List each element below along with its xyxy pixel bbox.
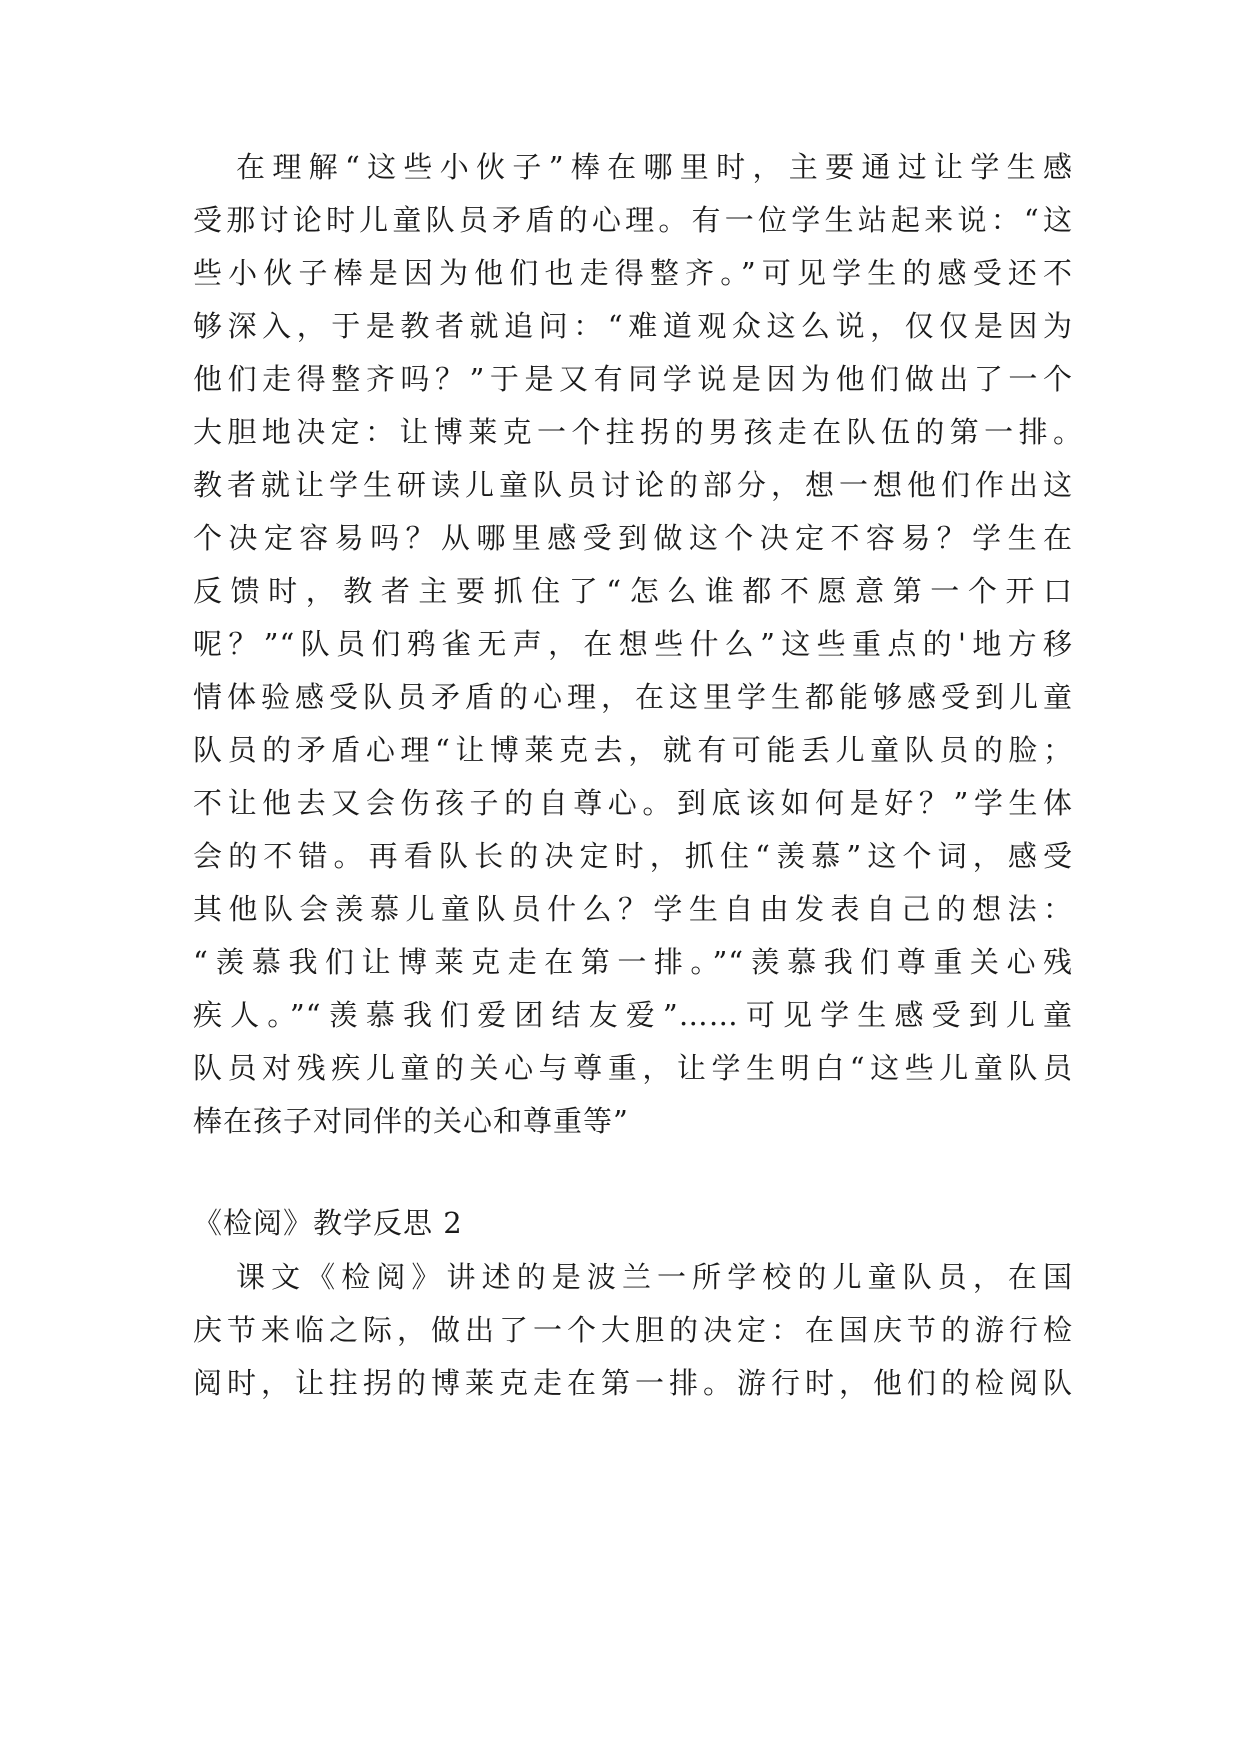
paragraph-2-line-2: 庆节来临之际，做出了一个大胆的决定：在国庆节的游行检 [193, 1313, 1073, 1347]
paragraph-1-line-15: 其他队会羡慕儿童队员什么？学生自由发表自己的想法： [193, 892, 1073, 926]
paragraph-1-line-1: 在理解“这些小伙子”棒在哪里时，主要通过让学生感 [236, 150, 1073, 184]
paragraph-1-line-14: 会的不错。再看队长的决定时，抓住“羡慕”这个词，感受 [193, 839, 1073, 873]
paragraph-1-line-19: 棒在孩子对同伴的关心和尊重等” [193, 1104, 629, 1138]
paragraph-2-line-3: 阅时，让拄拐的博莱克走在第一排。游行时，他们的检阅队 [193, 1366, 1073, 1400]
paragraph-1-line-6: 大胆地决定：让博莱克一个拄拐的男孩走在队伍的第一排。 [193, 415, 1083, 449]
paragraph-1-line-12: 队员的矛盾心理“让博莱克去，就有可能丢儿童队员的脸； [193, 733, 1073, 767]
paragraph-1-line-8: 个决定容易吗？从哪里感受到做这个决定不容易？学生在 [193, 521, 1073, 555]
section-heading: 《检阅》教学反思 2 [193, 1206, 463, 1240]
paragraph-1-line-17: 疾人。”“羡慕我们爱团结友爱”……可见学生感受到儿童 [193, 998, 1073, 1032]
paragraph-1-line-16: “羡慕我们让博莱克走在第一排。”“羡慕我们尊重关心残 [193, 945, 1073, 979]
paragraph-1-line-5: 他们走得整齐吗？”于是又有同学说是因为他们做出了一个 [193, 362, 1073, 396]
paragraph-1-line-18: 队员对残疾儿童的关心与尊重，让学生明白“这些儿童队员 [193, 1051, 1073, 1085]
paragraph-1-line-9: 反馈时，教者主要抓住了“怎么谁都不愿意第一个开口 [193, 574, 1073, 608]
paragraph-1-line-4: 够深入，于是教者就追问：“难道观众这么说，仅仅是因为 [193, 309, 1073, 343]
paragraph-2-line-1: 课文《检阅》讲述的是波兰一所学校的儿童队员，在国 [236, 1260, 1073, 1294]
paragraph-1-line-2: 受那讨论时儿童队员矛盾的心理。有一位学生站起来说：“这 [193, 203, 1073, 237]
paragraph-1-line-13: 不让他去又会伤孩子的自尊心。到底该如何是好？”学生体 [193, 786, 1073, 820]
paragraph-1-line-11: 情体验感受队员矛盾的心理，在这里学生都能够感受到儿童 [193, 680, 1073, 714]
paragraph-1-line-7: 教者就让学生研读儿童队员讨论的部分，想一想他们作出这 [193, 468, 1073, 502]
paragraph-1-line-3: 些小伙子棒是因为他们也走得整齐。”可见学生的感受还不 [193, 256, 1073, 290]
paragraph-1-line-10: 呢？”“队员们鸦雀无声，在想些什么”这些重点的'地方移 [193, 627, 1073, 661]
